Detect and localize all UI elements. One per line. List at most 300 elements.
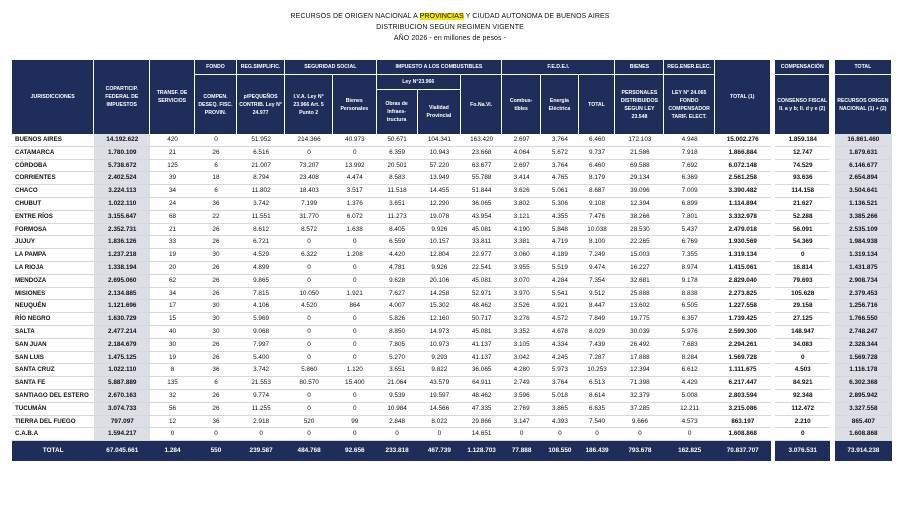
cell-reg-simplific: 51.952 bbox=[237, 134, 285, 147]
cell-obras-infraestructura: 5.270 bbox=[377, 352, 418, 365]
cell-jurisdiccion: JUJUY bbox=[12, 236, 94, 249]
cell-vialidad-provincial: 467.739 bbox=[418, 441, 461, 461]
cell-fedei-energia: 5.541 bbox=[541, 288, 579, 301]
cell-total-recursos: 1.569.728 bbox=[835, 352, 892, 365]
cell-coparticipacion: 2.402.524 bbox=[94, 172, 150, 185]
title-line-2: DISTRIBUCION SEGÚN REGIMEN VIGENTE bbox=[376, 24, 524, 31]
cell-bienes-personales: 92.656 bbox=[333, 441, 376, 461]
cell-total-1: 1.111.675 bbox=[715, 364, 771, 377]
cell-iva: 214.366 bbox=[285, 134, 333, 147]
cell-fondo-compen: 18 bbox=[195, 172, 237, 185]
cell-fedei-combustibles: 3.970 bbox=[502, 288, 541, 301]
cell-total-recursos: 1.766.550 bbox=[835, 313, 892, 326]
total-row bbox=[12, 441, 892, 461]
cell-fedei-total: 8.179 bbox=[579, 172, 616, 185]
cell-obras-infraestructura: 11.518 bbox=[377, 185, 418, 198]
cell-jurisdiccion: SANTIAGO DEL ESTERO bbox=[12, 390, 94, 403]
cell-bienes-personales: 0 bbox=[333, 313, 376, 326]
header-compensacion: COMPENSACIÓN bbox=[775, 60, 830, 74]
cell-obras-infraestructura: 6.359 bbox=[377, 147, 418, 160]
header-reg-simplific-sub: p/PEQUEÑOS CONTRIB. Ley N° 24.977 bbox=[237, 74, 285, 134]
table-row bbox=[12, 249, 892, 262]
header-bienes: BIENES bbox=[615, 60, 664, 74]
cell-coparticipacion: 5.887.889 bbox=[94, 377, 150, 390]
cell-fonavi: 51.844 bbox=[461, 185, 502, 198]
cell-fondo-compensador: 4.573 bbox=[664, 416, 714, 429]
cell-compensacion: 84.921 bbox=[775, 377, 830, 390]
cell-transf-servicios: 1.284 bbox=[150, 441, 195, 461]
resources-table bbox=[12, 60, 892, 461]
cell-fedei-combustibles: 3.414 bbox=[502, 172, 541, 185]
cell-jurisdiccion: MISIONES bbox=[12, 288, 94, 301]
cell-jurisdiccion: C.A.B.A bbox=[12, 428, 94, 441]
cell-vialidad-provincial: 20.106 bbox=[418, 275, 461, 288]
cell-fondo-compensador: 7.683 bbox=[664, 339, 714, 352]
cell-reg-simplific: 3.742 bbox=[237, 364, 285, 377]
cell-vialidad-provincial: 8.022 bbox=[418, 416, 461, 429]
cell-bienes-personales: 0 bbox=[333, 236, 376, 249]
cell-fedei-energia: 5.306 bbox=[541, 198, 579, 211]
cell-fedei-energia: 5.519 bbox=[541, 262, 579, 275]
cell-fondo-compen: 6 bbox=[195, 185, 237, 198]
cell-total-1: 863.197 bbox=[715, 416, 771, 429]
cell-fondo-compen: 0 bbox=[195, 428, 237, 441]
cell-transf-servicios: 0 bbox=[150, 428, 195, 441]
cell-fonavi: 48.462 bbox=[461, 390, 502, 403]
cell-bienes-personales: 0 bbox=[333, 390, 376, 403]
table-row bbox=[12, 185, 892, 198]
cell-total-1: 2.599.300 bbox=[715, 326, 771, 339]
cell-total-recursos: 3.504.641 bbox=[835, 185, 892, 198]
cell-transf-servicios: 15 bbox=[150, 313, 195, 326]
cell-fondo-compensador: 7.009 bbox=[664, 185, 714, 198]
cell-compensacion: 34.083 bbox=[775, 339, 830, 352]
header-fondo-sub: COMPEN. DESEQ. FISC. PROVIN. bbox=[195, 74, 237, 134]
cell-obras-infraestructura: 50.671 bbox=[377, 134, 418, 147]
cell-vialidad-provincial: 12.804 bbox=[418, 249, 461, 262]
cell-fedei-energia: 0 bbox=[541, 428, 579, 441]
cell-jurisdiccion: SAN LUIS bbox=[12, 352, 94, 365]
cell-iva: 8.572 bbox=[285, 224, 333, 237]
cell-bienes-personales-dist: 38.266 bbox=[615, 211, 664, 224]
cell-fedei-total: 8.614 bbox=[579, 390, 616, 403]
cell-bienes-personales-dist: 172.103 bbox=[615, 134, 664, 147]
cell-fedei-combustibles: 4.064 bbox=[502, 147, 541, 160]
cell-fedei-total: 6.513 bbox=[579, 377, 616, 390]
cell-obras-infraestructura: 8.583 bbox=[377, 172, 418, 185]
cell-fedei-total: 7.439 bbox=[579, 339, 616, 352]
cell-fedei-energia: 4.921 bbox=[541, 300, 579, 313]
cell-bienes-personales-dist: 9.666 bbox=[615, 416, 664, 429]
cell-fedei-energia: 4.334 bbox=[541, 339, 579, 352]
cell-iva: 0 bbox=[285, 275, 333, 288]
cell-vialidad-provincial: 14.973 bbox=[418, 326, 461, 339]
table-row bbox=[12, 300, 892, 313]
cell-reg-simplific: 11.551 bbox=[237, 211, 285, 224]
cell-bienes-personales: 15.400 bbox=[333, 377, 376, 390]
cell-total-1: 2.829.040 bbox=[715, 275, 771, 288]
cell-jurisdiccion: SAN JUAN bbox=[12, 339, 94, 352]
cell-fonavi: 55.788 bbox=[461, 172, 502, 185]
cell-fedei-total: 6.460 bbox=[579, 134, 616, 147]
cell-total-recursos: 865.407 bbox=[835, 416, 892, 429]
cell-fonavi: 163.420 bbox=[461, 134, 502, 147]
cell-fondo-compensador: 4.948 bbox=[664, 134, 714, 147]
cell-jurisdiccion: SANTA FE bbox=[12, 377, 94, 390]
cell-fondo-compensador: 6.612 bbox=[664, 364, 714, 377]
cell-obras-infraestructura: 9.628 bbox=[377, 275, 418, 288]
cell-coparticipacion: 2.134.885 bbox=[94, 288, 150, 301]
cell-bienes-personales-dist: 39.096 bbox=[615, 185, 664, 198]
cell-fondo-compen: 26 bbox=[195, 236, 237, 249]
cell-jurisdiccion: TIERRA DEL FUEGO bbox=[12, 416, 94, 429]
cell-transf-servicios: 34 bbox=[150, 185, 195, 198]
cell-fedei-energia: 5.973 bbox=[541, 364, 579, 377]
cell-fedei-combustibles: 3.352 bbox=[502, 326, 541, 339]
cell-fondo-compen: 26 bbox=[195, 390, 237, 403]
cell-fedei-total: 9.474 bbox=[579, 262, 616, 275]
cell-fonavi: 29.866 bbox=[461, 416, 502, 429]
header-fedei: F.E.D.E.I. bbox=[502, 60, 615, 74]
header-fondo: FONDO bbox=[195, 60, 237, 74]
cell-bienes-personales: 0 bbox=[333, 326, 376, 339]
cell-fedei-total: 10.038 bbox=[579, 224, 616, 237]
cell-fonavi: 41.137 bbox=[461, 352, 502, 365]
cell-fondo-compensador: 8.838 bbox=[664, 288, 714, 301]
cell-vialidad-provincial: 14.566 bbox=[418, 403, 461, 416]
cell-bienes-personales: 0 bbox=[333, 403, 376, 416]
cell-total-recursos: 6.302.368 bbox=[835, 377, 892, 390]
cell-total-1: 2.273.825 bbox=[715, 288, 771, 301]
cell-fedei-combustibles: 2.697 bbox=[502, 134, 541, 147]
cell-compensacion: 74.529 bbox=[775, 160, 830, 173]
table-row bbox=[12, 313, 892, 326]
header-impuesto-combustibles: IMPUESTO A LOS COMBUSTIBLES bbox=[377, 60, 503, 74]
cell-obras-infraestructura: 8.405 bbox=[377, 224, 418, 237]
cell-coparticipacion: 1.594.217 bbox=[94, 428, 150, 441]
cell-coparticipacion: 1.121.696 bbox=[94, 300, 150, 313]
cell-fondo-compensador: 6.357 bbox=[664, 313, 714, 326]
cell-compensacion: 92.348 bbox=[775, 390, 830, 403]
cell-iva: 0 bbox=[285, 326, 333, 339]
cell-fedei-total: 7.540 bbox=[579, 416, 616, 429]
cell-fedei-total: 7.849 bbox=[579, 313, 616, 326]
cell-total-recursos: 3.327.558 bbox=[835, 403, 892, 416]
cell-fondo-compensador: 7.801 bbox=[664, 211, 714, 224]
cell-fonavi: 23.668 bbox=[461, 147, 502, 160]
cell-jurisdiccion: RÍO NEGRO bbox=[12, 313, 94, 326]
cell-jurisdiccion: CATAMARCA bbox=[12, 147, 94, 160]
cell-fedei-energia: 4.765 bbox=[541, 172, 579, 185]
cell-bienes-personales: 0 bbox=[333, 339, 376, 352]
cell-fonavi: 36.065 bbox=[461, 198, 502, 211]
cell-reg-simplific: 21.007 bbox=[237, 160, 285, 173]
cell-bienes-personales: 13.992 bbox=[333, 160, 376, 173]
header-bienes-sub: PERSONALES DISTRIBUIDOS SEGUN LEY 23.548 bbox=[615, 74, 664, 134]
cell-iva: 4.520 bbox=[285, 300, 333, 313]
cell-reg-simplific: 7.815 bbox=[237, 288, 285, 301]
cell-iva: 7.199 bbox=[285, 198, 333, 211]
cell-reg-simplific: 4.106 bbox=[237, 300, 285, 313]
cell-bienes-personales-dist: 19.775 bbox=[615, 313, 664, 326]
cell-total-recursos: 2.535.109 bbox=[835, 224, 892, 237]
cell-total-1: 3.215.086 bbox=[715, 403, 771, 416]
table-row bbox=[12, 224, 892, 237]
table-row bbox=[12, 403, 892, 416]
cell-fondo-compen: 36 bbox=[195, 198, 237, 211]
cell-fedei-energia: 3.865 bbox=[541, 403, 579, 416]
cell-fonavi: 36.065 bbox=[461, 364, 502, 377]
cell-fondo-compen: 550 bbox=[195, 441, 237, 461]
title-highlight-provincias: PROVINCIAS bbox=[419, 13, 464, 20]
cell-bienes-personales-dist: 793.678 bbox=[615, 441, 664, 461]
cell-vialidad-provincial: 19.078 bbox=[418, 211, 461, 224]
cell-compensacion: 21.627 bbox=[775, 198, 830, 211]
table-header bbox=[12, 60, 892, 134]
cell-bienes-personales-dist: 16.227 bbox=[615, 262, 664, 275]
cell-coparticipacion: 1.022.110 bbox=[94, 198, 150, 211]
table-row bbox=[12, 364, 892, 377]
cell-fonavi: 22.977 bbox=[461, 249, 502, 262]
cell-bienes-personales: 40.973 bbox=[333, 134, 376, 147]
cell-bienes-personales: 3.517 bbox=[333, 185, 376, 198]
cell-transf-servicios: 21 bbox=[150, 224, 195, 237]
cell-iva: 5.860 bbox=[285, 364, 333, 377]
cell-coparticipacion: 1.780.109 bbox=[94, 147, 150, 160]
header-iva: I.V.A. Ley N° 23.966 Art. 5 Punto 2 bbox=[285, 74, 333, 134]
cell-fondo-compen: 26 bbox=[195, 339, 237, 352]
cell-transf-servicios: 33 bbox=[150, 236, 195, 249]
cell-vialidad-provincial: 14.258 bbox=[418, 288, 461, 301]
cell-reg-simplific: 4.529 bbox=[237, 249, 285, 262]
cell-reg-simplific: 5.400 bbox=[237, 352, 285, 365]
cell-compensacion: 148.947 bbox=[775, 326, 830, 339]
cell-fondo-compensador: 7.918 bbox=[664, 147, 714, 160]
cell-coparticipacion: 3.155.647 bbox=[94, 211, 150, 224]
header-coparticipacion: COPARTICIP. FEDERAL DE IMPUESTOS bbox=[94, 60, 150, 134]
cell-bienes-personales: 99 bbox=[333, 416, 376, 429]
cell-coparticipacion: 3.224.113 bbox=[94, 185, 150, 198]
cell-reg-simplific: 0 bbox=[237, 428, 285, 441]
table-row bbox=[12, 339, 892, 352]
cell-compensacion: 93.636 bbox=[775, 172, 830, 185]
cell-vialidad-provincial: 15.302 bbox=[418, 300, 461, 313]
cell-compensacion: 56.091 bbox=[775, 224, 830, 237]
cell-fonavi: 45.081 bbox=[461, 326, 502, 339]
cell-iva: 31.770 bbox=[285, 211, 333, 224]
cell-bienes-personales-dist: 25.888 bbox=[615, 288, 664, 301]
cell-iva: 520 bbox=[285, 416, 333, 429]
cell-reg-simplific: 7.997 bbox=[237, 339, 285, 352]
cell-bienes-personales-dist: 28.530 bbox=[615, 224, 664, 237]
cell-transf-servicios: 8 bbox=[150, 364, 195, 377]
cell-fedei-combustibles: 3.147 bbox=[502, 416, 541, 429]
cell-bienes-personales-dist: 37.285 bbox=[615, 403, 664, 416]
cell-total-recursos: 16.861.460 bbox=[835, 134, 892, 147]
cell-total-1: 2.479.018 bbox=[715, 224, 771, 237]
cell-reg-simplific: 2.918 bbox=[237, 416, 285, 429]
cell-bienes-personales: 1.638 bbox=[333, 224, 376, 237]
cell-obras-infraestructura: 20.501 bbox=[377, 160, 418, 173]
cell-obras-infraestructura: 6.559 bbox=[377, 236, 418, 249]
cell-transf-servicios: 24 bbox=[150, 198, 195, 211]
cell-fondo-compensador: 8.974 bbox=[664, 262, 714, 275]
cell-compensacion: 27.125 bbox=[775, 313, 830, 326]
cell-iva: 6.322 bbox=[285, 249, 333, 262]
cell-total-1: 1.569.728 bbox=[715, 352, 771, 365]
header-combustibles: Combus- tibles bbox=[502, 74, 541, 134]
cell-fondo-compen: 26 bbox=[195, 275, 237, 288]
cell-bienes-personales: 0 bbox=[333, 352, 376, 365]
cell-iva: 0 bbox=[285, 313, 333, 326]
cell-fedei-total: 6.635 bbox=[579, 403, 616, 416]
cell-fondo-compensador: 5.008 bbox=[664, 390, 714, 403]
cell-fondo-compen: 30 bbox=[195, 300, 237, 313]
cell-reg-simplific: 9.774 bbox=[237, 390, 285, 403]
cell-transf-servicios: 40 bbox=[150, 326, 195, 339]
cell-iva: 0 bbox=[285, 147, 333, 160]
cell-total-recursos: 3.385.266 bbox=[835, 211, 892, 224]
cell-coparticipacion: 2.670.163 bbox=[94, 390, 150, 403]
cell-vialidad-provincial: 9.293 bbox=[418, 352, 461, 365]
cell-total-recursos: 2.379.453 bbox=[835, 288, 892, 301]
cell-fedei-combustibles: 3.626 bbox=[502, 185, 541, 198]
cell-bienes-personales-dist: 32.681 bbox=[615, 275, 664, 288]
cell-bienes-personales-dist: 30.039 bbox=[615, 326, 664, 339]
cell-fonavi: 1.128.703 bbox=[461, 441, 502, 461]
cell-total-1: 1.608.868 bbox=[715, 428, 771, 441]
cell-jurisdiccion: LA RIOJA bbox=[12, 262, 94, 275]
table-row bbox=[12, 428, 892, 441]
header-total-recursos-sub: RECURSOS ORIGEN NACIONAL (1) + (2) bbox=[835, 74, 892, 134]
cell-fonavi: 48.462 bbox=[461, 300, 502, 313]
cell-fedei-combustibles: 3.596 bbox=[502, 390, 541, 403]
cell-fonavi: 14.651 bbox=[461, 428, 502, 441]
cell-compensacion: 3.076.531 bbox=[775, 441, 830, 461]
cell-total-recursos: 1.319.134 bbox=[835, 249, 892, 262]
cell-obras-infraestructura: 233.818 bbox=[377, 441, 418, 461]
cell-fedei-energia: 5.848 bbox=[541, 224, 579, 237]
title-line-3: AÑO 2026 - en millones de pesos - bbox=[393, 35, 507, 42]
cell-bienes-personales: 4.474 bbox=[333, 172, 376, 185]
cell-bienes-personales-dist: 21.586 bbox=[615, 147, 664, 160]
cell-fedei-energia: 4.245 bbox=[541, 352, 579, 365]
cell-total-recursos: 1.984.938 bbox=[835, 236, 892, 249]
cell-transf-servicios: 20 bbox=[150, 262, 195, 275]
cell-iva: 0 bbox=[285, 428, 333, 441]
cell-vialidad-provincial: 104.341 bbox=[418, 134, 461, 147]
cell-fedei-combustibles: 2.749 bbox=[502, 377, 541, 390]
cell-total-recursos: 6.146.677 bbox=[835, 160, 892, 173]
cell-fedei-combustibles: 3.802 bbox=[502, 198, 541, 211]
cell-coparticipacion: 3.074.733 bbox=[94, 403, 150, 416]
cell-fedei-energia: 5.061 bbox=[541, 185, 579, 198]
cell-jurisdiccion: BUENOS AIRES bbox=[12, 134, 94, 147]
cell-fondo-compensador: 6.505 bbox=[664, 300, 714, 313]
cell-fedei-combustibles: 3.381 bbox=[502, 236, 541, 249]
cell-fedei-combustibles: 4.190 bbox=[502, 224, 541, 237]
cell-fedei-energia: 4.719 bbox=[541, 236, 579, 249]
cell-vialidad-provincial: 10.943 bbox=[418, 147, 461, 160]
cell-total-recursos: 1.879.631 bbox=[835, 147, 892, 160]
cell-iva: 73.207 bbox=[285, 160, 333, 173]
cell-fonavi: 52.971 bbox=[461, 288, 502, 301]
cell-fondo-compensador: 7.692 bbox=[664, 160, 714, 173]
cell-transf-servicios: 19 bbox=[150, 249, 195, 262]
cell-vialidad-provincial: 10.157 bbox=[418, 236, 461, 249]
cell-fondo-compensador: 5.976 bbox=[664, 326, 714, 339]
cell-iva: 18.403 bbox=[285, 185, 333, 198]
cell-total-recursos: 2.328.344 bbox=[835, 339, 892, 352]
cell-iva: 23.408 bbox=[285, 172, 333, 185]
table-row bbox=[12, 172, 892, 185]
cell-transf-servicios: 135 bbox=[150, 377, 195, 390]
cell-coparticipacion: 2.477.214 bbox=[94, 326, 150, 339]
cell-total-1: 2.294.261 bbox=[715, 339, 771, 352]
cell-transf-servicios: 125 bbox=[150, 160, 195, 173]
cell-fedei-total: 8.029 bbox=[579, 326, 616, 339]
title-line-1-pre: RECURSOS DE ORIGEN NACIONAL A bbox=[290, 13, 418, 20]
cell-fedei-combustibles: 3.060 bbox=[502, 249, 541, 262]
cell-bienes-personales-dist: 0 bbox=[615, 428, 664, 441]
cell-obras-infraestructura: 10.984 bbox=[377, 403, 418, 416]
cell-fedei-energia: 3.764 bbox=[541, 160, 579, 173]
cell-compensacion: 114.158 bbox=[775, 185, 830, 198]
cell-fedei-combustibles: 3.276 bbox=[502, 313, 541, 326]
cell-bienes-personales: 1.921 bbox=[333, 288, 376, 301]
cell-obras-infraestructura: 0 bbox=[377, 428, 418, 441]
cell-fedei-energia: 4.284 bbox=[541, 275, 579, 288]
cell-vialidad-provincial: 43.579 bbox=[418, 377, 461, 390]
cell-fondo-compensador: 9.178 bbox=[664, 275, 714, 288]
cell-fondo-compen: 26 bbox=[195, 262, 237, 275]
cell-obras-infraestructura: 5.826 bbox=[377, 313, 418, 326]
cell-fedei-total: 7.249 bbox=[579, 249, 616, 262]
cell-bienes-personales: 864 bbox=[333, 300, 376, 313]
header-total-fedei: TOTAL bbox=[579, 74, 616, 134]
cell-total-recursos: 1.431.875 bbox=[835, 262, 892, 275]
cell-total-1: 3.332.978 bbox=[715, 211, 771, 224]
cell-total-recursos: 2.895.942 bbox=[835, 390, 892, 403]
cell-compensacion: 12.747 bbox=[775, 147, 830, 160]
cell-total-recursos: 1.136.521 bbox=[835, 198, 892, 211]
cell-coparticipacion: 1.475.125 bbox=[94, 352, 150, 365]
cell-compensacion: 16.814 bbox=[775, 262, 830, 275]
cell-vialidad-provincial: 12.160 bbox=[418, 313, 461, 326]
cell-fondo-compen: 26 bbox=[195, 403, 237, 416]
cell-fedei-energia: 4.189 bbox=[541, 249, 579, 262]
cell-total-1: 6.072.148 bbox=[715, 160, 771, 173]
cell-vialidad-provincial: 19.597 bbox=[418, 390, 461, 403]
cell-reg-simplific: 5.969 bbox=[237, 313, 285, 326]
header-seguridad-social: SEGURIDAD SOCIAL bbox=[285, 60, 376, 74]
cell-compensacion: 0 bbox=[775, 249, 830, 262]
cell-reg-simplific: 9.865 bbox=[237, 275, 285, 288]
cell-fedei-combustibles: 0 bbox=[502, 428, 541, 441]
cell-fondo-compensador: 162.825 bbox=[664, 441, 714, 461]
table-row bbox=[12, 288, 892, 301]
cell-fedei-total: 8.447 bbox=[579, 300, 616, 313]
header-obras-infraestructura: Obras de Infraes- tructura bbox=[377, 89, 418, 134]
table-row bbox=[12, 275, 892, 288]
table-row bbox=[12, 352, 892, 365]
cell-total-1: 2.561.258 bbox=[715, 172, 771, 185]
cell-fondo-compen: 36 bbox=[195, 416, 237, 429]
cell-vialidad-provincial: 0 bbox=[418, 428, 461, 441]
cell-bienes-personales: 1.120 bbox=[333, 364, 376, 377]
cell-compensacion: 0 bbox=[775, 352, 830, 365]
cell-total-recursos: 2.748.247 bbox=[835, 326, 892, 339]
